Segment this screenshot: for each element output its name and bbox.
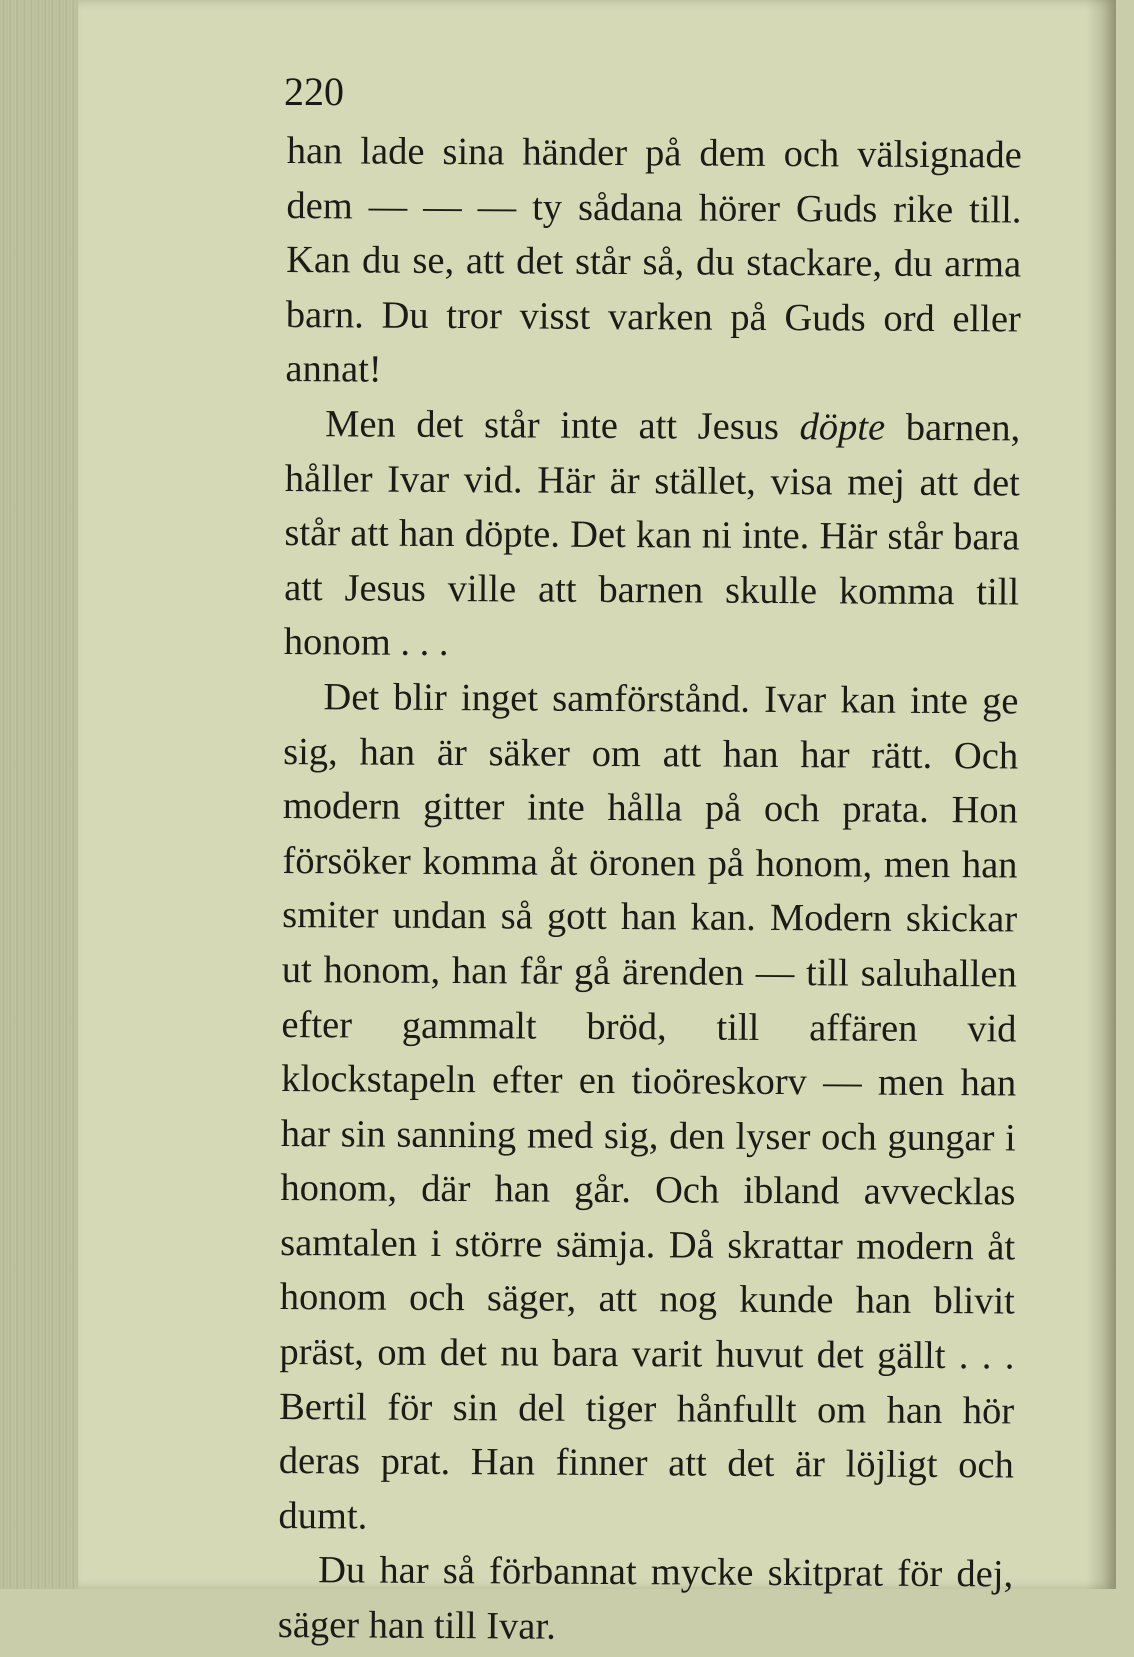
paragraph-text: Det blir inget samförstånd. Ivar kan inte ge sig, han är säker om att han har rätt. Och modern gitter inte hålla på och prata. Hon försöker komma åt öronen på honom, men han smiter undan så gott han kan. Modern skickar ut honom, han får gå ärenden — till saluhallen efter gammalt bröd, till affären vid klockstapeln efter en tioöreskorv — men han har sin sanning med sig, den lyser och gungar i honom, där han går. Och ibland avvecklas samtalen i större sämja. Då skrattar modern åt honom och säger, att nog kunde han blivit präst, om det nu bara varit huvut det gällt . . . Bertil för sin del tiger hånfullt om han hör deras prat. Han finner att det är löjligt och dumt. (278, 676, 1019, 1538)
paragraph (285, 124, 1022, 401)
page-number: 220 (284, 69, 344, 114)
italic-word: döpte (799, 406, 886, 449)
paragraph-text: Du har så förbannat mycke skitprat för dej, säger han till Ivar. (277, 1549, 1014, 1648)
paragraph-text: Men det står inte att Jesus (325, 403, 800, 449)
paragraph (278, 670, 1018, 1548)
paragraph-text: barnen, håller Ivar vid. Här är stället, visa mej att det står att han döpte. Det kan ni inte. Här står bara att Jesus ville att barnen skulle komma till honom . . . (283, 406, 1021, 665)
page-shadow (1086, 0, 1116, 1589)
paragraph (284, 397, 1021, 674)
paragraph (278, 1543, 1014, 1657)
body-text (278, 124, 1022, 1657)
paragraph-text: han lade sina händer på dem och välsignade dem — — — ty sådana hörer Guds rike till. Kan du se, att det står så, du stackare, du arma barn. Du tror visst varken på Guds ord eller annat! (285, 129, 1022, 391)
